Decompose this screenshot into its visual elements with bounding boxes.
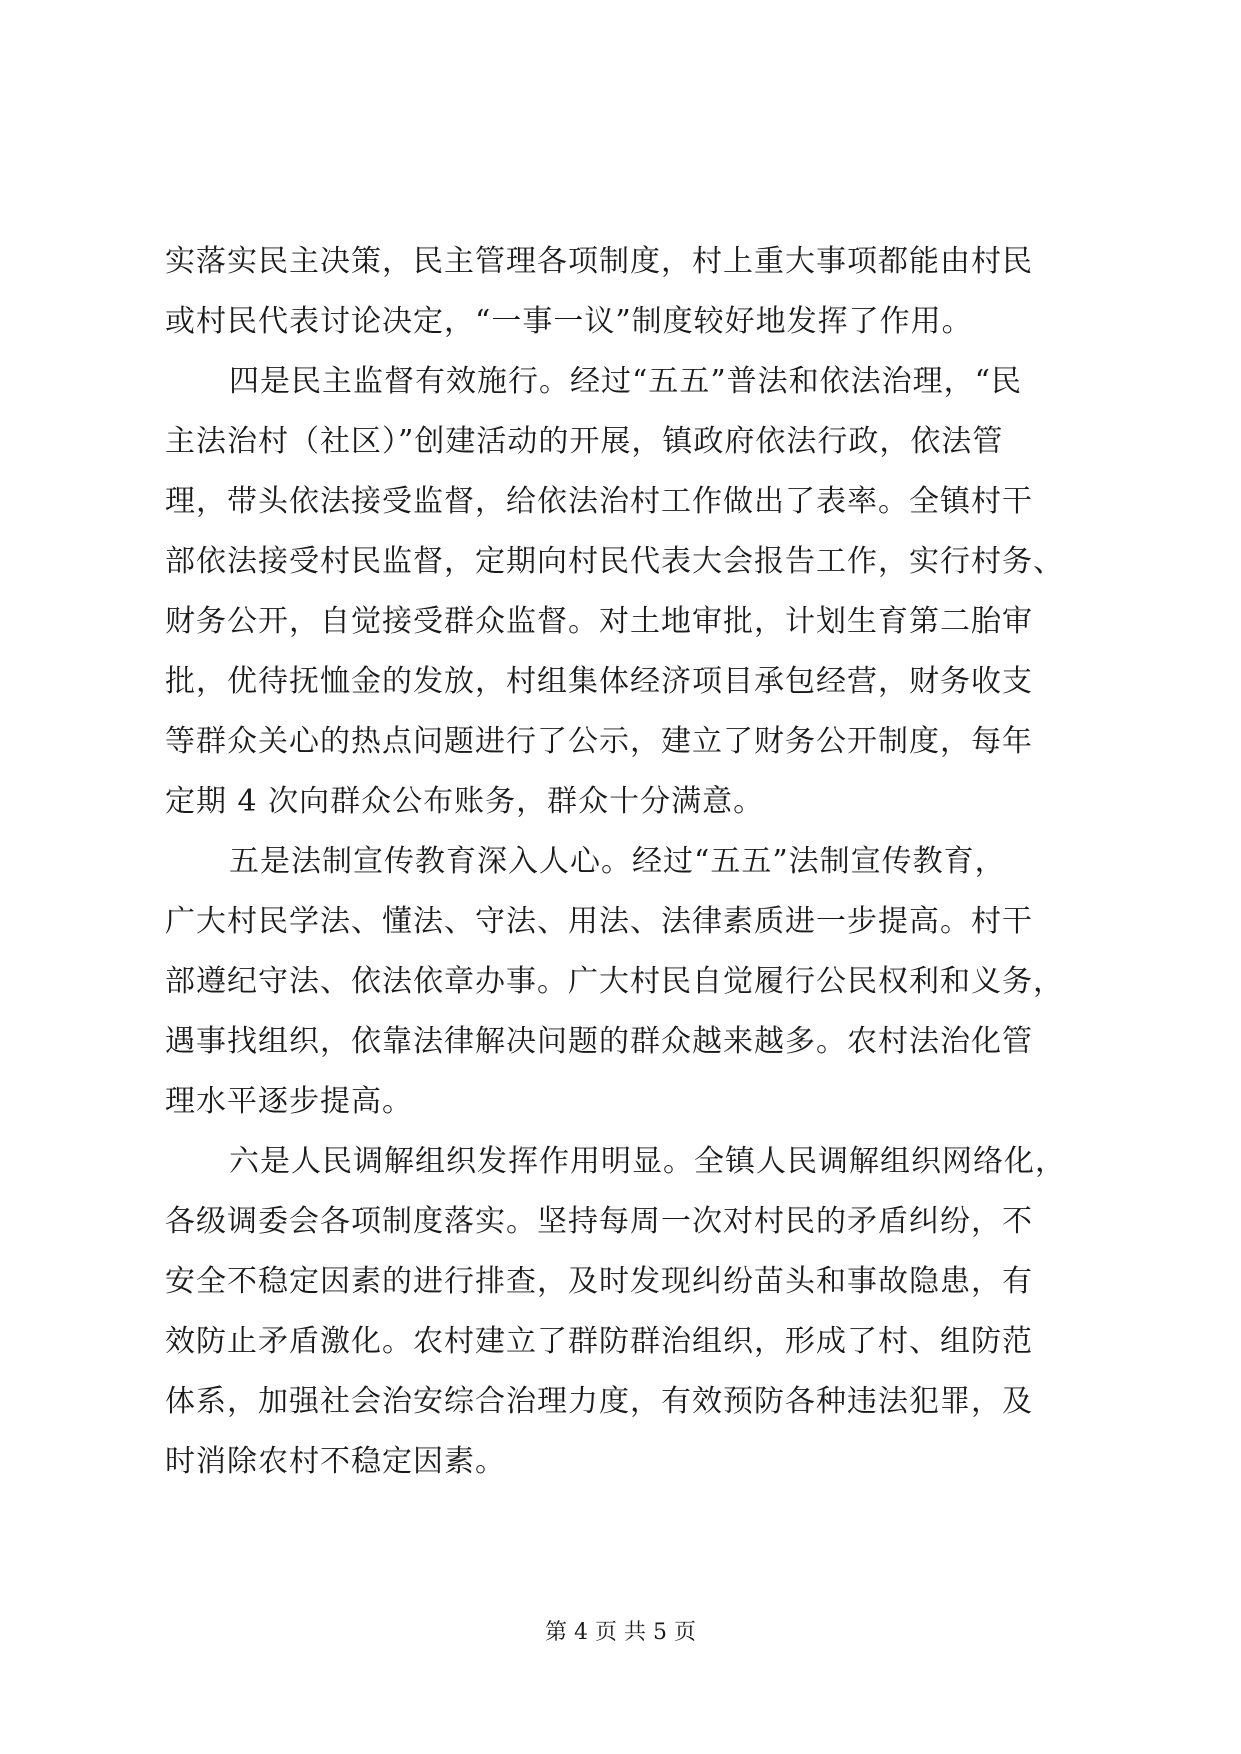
- text-line: 定期 4 次向群众公布账务，群众十分满意。: [165, 784, 765, 819]
- text-line: 时消除农村不稳定因素。: [165, 1444, 506, 1479]
- text-line: 部遵纪守法、依法依章办事。广大村民自觉履行公民权利和义务，: [165, 964, 1064, 999]
- text-line: 安全不稳定因素的进行排查，及时发现纠纷苗头和事故隐患，有: [165, 1264, 1033, 1299]
- text-line: 遇事找组织，依靠法律解决问题的群众越来越多。农村法治化管: [165, 1024, 1033, 1059]
- text-line: 理水平逐步提高。: [165, 1084, 413, 1119]
- text-line: 效防止矛盾激化。农村建立了群防群治组织，形成了村、组防范: [165, 1324, 1033, 1359]
- text-line: 各级调委会各项制度落实。坚持每周一次对村民的矛盾纠纷，不: [165, 1204, 1033, 1239]
- text-line: 理，带头依法接受监督，给依法治村工作做出了表率。全镇村干: [165, 484, 1033, 519]
- text-line: 等群众关心的热点问题进行了公示，建立了财务公开制度，每年: [165, 724, 1033, 759]
- text-line: 财务公开，自觉接受群众监督。对土地审批，计划生育第二胎审: [165, 604, 1033, 639]
- text-line: 实落实民主决策，民主管理各项制度，村上重大事项都能由村民: [165, 244, 1033, 279]
- text-line: 批，优待抚恤金的发放，村组集体经济项目承包经营，财务收支: [165, 664, 1033, 699]
- text-line: 或村民代表讨论决定，“一事一议”制度较好地发挥了作用。: [165, 304, 973, 339]
- text-line: 广大村民学法、懂法、守法、用法、法律素质进一步提高。村干: [165, 904, 1033, 939]
- paragraph-first-line: 六是人民调解组织发挥作用明显。全镇人民调解组织网络化，: [229, 1144, 1066, 1179]
- text-line: 部依法接受村民监督，定期向村民代表大会报告工作，实行村务、: [165, 544, 1064, 579]
- document-body: [165, 232, 1077, 1492]
- paragraph-first-line: 四是民主监督有效施行。经过“五五”普法和依法治理，“民: [229, 364, 1023, 399]
- text-line: 主法治村（社区）”创建活动的开展，镇政府依法行政，依法管: [165, 424, 1004, 459]
- paragraph-first-line: 五是法制宣传教育深入人心。经过“五五”法制宣传教育，: [229, 844, 1006, 879]
- text-line: 体系，加强社会治安综合治理力度，有效预防各种违法犯罪，及: [165, 1384, 1033, 1419]
- page-number-footer: 第 4 页 共 5 页: [545, 1620, 696, 1645]
